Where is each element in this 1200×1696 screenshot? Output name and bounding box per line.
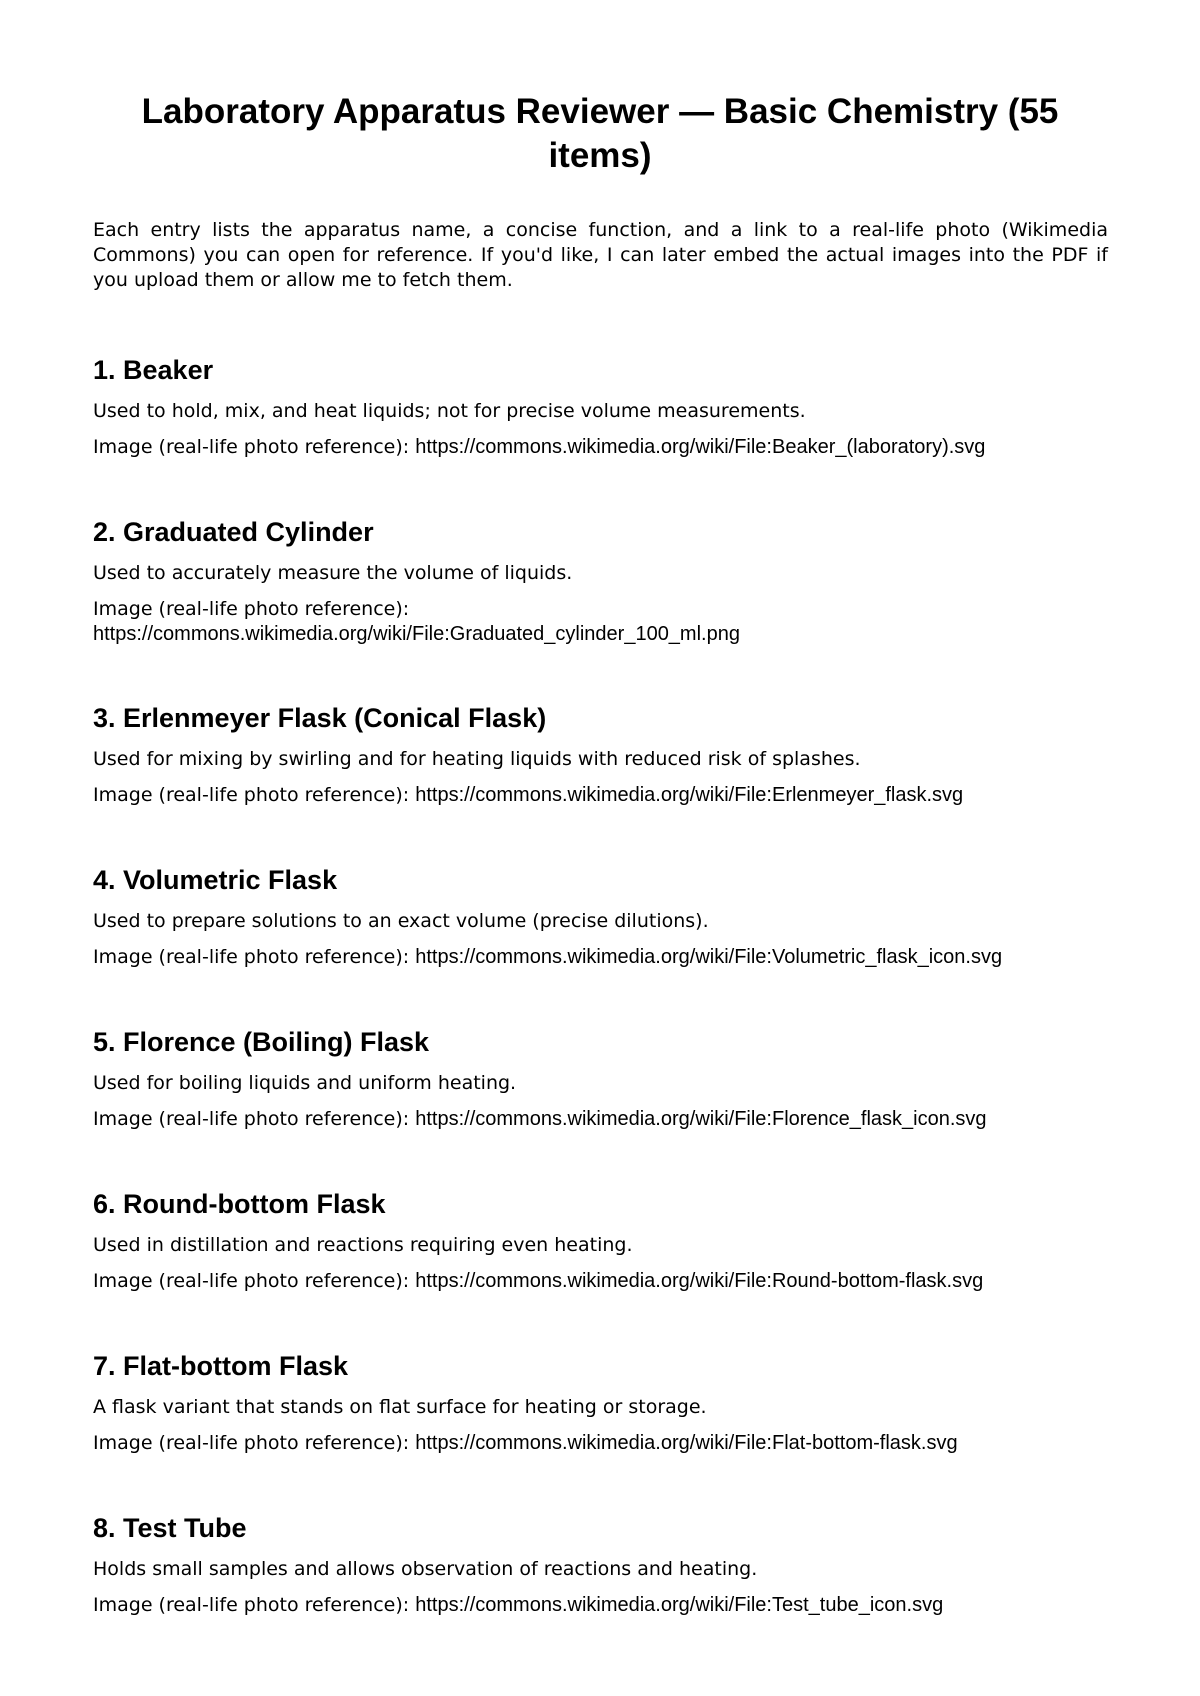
entry-image-reference [93, 435, 1123, 460]
entry-function: Used to hold, mix, and heat liquids; not for precise volume measurements. [93, 400, 806, 422]
image-reference-link[interactable]: https://commons.wikimedia.org/wiki/File:Graduated_cylinder_100_ml.png [93, 623, 740, 645]
entry-function: Used in distillation and reactions requiring even heating. [93, 1234, 633, 1256]
entry-image-reference [93, 945, 1123, 970]
entry-function: Used for mixing by swirling and for heating liquids with reduced risk of splashes. [93, 748, 861, 770]
image-reference-link[interactable]: https://commons.wikimedia.org/wiki/File:Erlenmeyer_flask.svg [415, 784, 964, 806]
apparatus-entry [93, 1511, 1123, 1618]
image-reference-link[interactable]: https://commons.wikimedia.org/wiki/File:Volumetric_flask_icon.svg [415, 946, 1003, 968]
entry-function: Used to accurately measure the volume of liquids. [93, 562, 573, 584]
apparatus-entry [93, 1025, 1123, 1132]
apparatus-entry [93, 1349, 1123, 1456]
entry-heading: 2. Graduated Cylinder [93, 517, 374, 547]
intro-paragraph: Each entry lists the apparatus name, a concise function, and a link to a real-life photo (Wikimedia Commons) you can open for reference. If you'd like, I can later embed the actual images into the PDF if you upload them or allow me to fetch them. [93, 219, 1108, 291]
image-reference-link[interactable]: https://commons.wikimedia.org/wiki/File:Round-bottom-flask.svg [415, 1270, 984, 1292]
apparatus-entry [93, 353, 1123, 460]
entry-image-reference [93, 597, 1123, 647]
apparatus-entry [93, 1187, 1123, 1294]
entry-heading: 7. Flat-bottom Flask [93, 1351, 349, 1381]
entry-heading: 1. Beaker [93, 355, 214, 385]
document-title: Laboratory Apparatus Reviewer — Basic Chemistry (55 items) [141, 92, 1059, 175]
image-reference-label: Image (real-life photo reference): [93, 436, 410, 458]
entry-heading: 8. Test Tube [93, 1513, 247, 1543]
image-reference-link[interactable]: https://commons.wikimedia.org/wiki/File:Florence_flask_icon.svg [415, 1108, 987, 1130]
entry-image-reference [93, 783, 1123, 808]
image-reference-link[interactable]: https://commons.wikimedia.org/wiki/File:Flat-bottom-flask.svg [415, 1432, 958, 1454]
apparatus-entry [93, 515, 1123, 647]
image-reference-label: Image (real-life photo reference): [93, 1108, 410, 1130]
entry-image-reference [93, 1107, 1123, 1132]
image-reference-link[interactable]: https://commons.wikimedia.org/wiki/File:Beaker_(laboratory).svg [415, 436, 986, 458]
entry-heading: 3. Erlenmeyer Flask (Conical Flask) [93, 703, 547, 733]
image-reference-link[interactable]: https://commons.wikimedia.org/wiki/File:Test_tube_icon.svg [415, 1594, 944, 1616]
entry-function: Used to prepare solutions to an exact volume (precise dilutions). [93, 910, 709, 932]
entry-function: Used for boiling liquids and uniform heating. [93, 1072, 517, 1094]
image-reference-label: Image (real-life photo reference): [93, 1270, 410, 1292]
entry-heading: 4. Volumetric Flask [93, 865, 338, 895]
image-reference-label: Image (real-life photo reference): [93, 1594, 410, 1616]
image-reference-label: Image (real-life photo reference): [93, 1432, 410, 1454]
entry-function: Holds small samples and allows observation of reactions and heating. [93, 1558, 758, 1580]
entry-function: A flask variant that stands on flat surface for heating or storage. [93, 1396, 707, 1418]
entry-image-reference [93, 1593, 1123, 1618]
image-reference-label: Image (real-life photo reference): [93, 598, 410, 620]
entry-image-reference [93, 1431, 1123, 1456]
apparatus-entry [93, 701, 1123, 808]
entry-heading: 5. Florence (Boiling) Flask [93, 1027, 430, 1057]
entry-heading: 6. Round-bottom Flask [93, 1189, 386, 1219]
image-reference-label: Image (real-life photo reference): [93, 946, 410, 968]
apparatus-entry [93, 863, 1123, 970]
entry-image-reference [93, 1269, 1123, 1294]
image-reference-label: Image (real-life photo reference): [93, 784, 410, 806]
